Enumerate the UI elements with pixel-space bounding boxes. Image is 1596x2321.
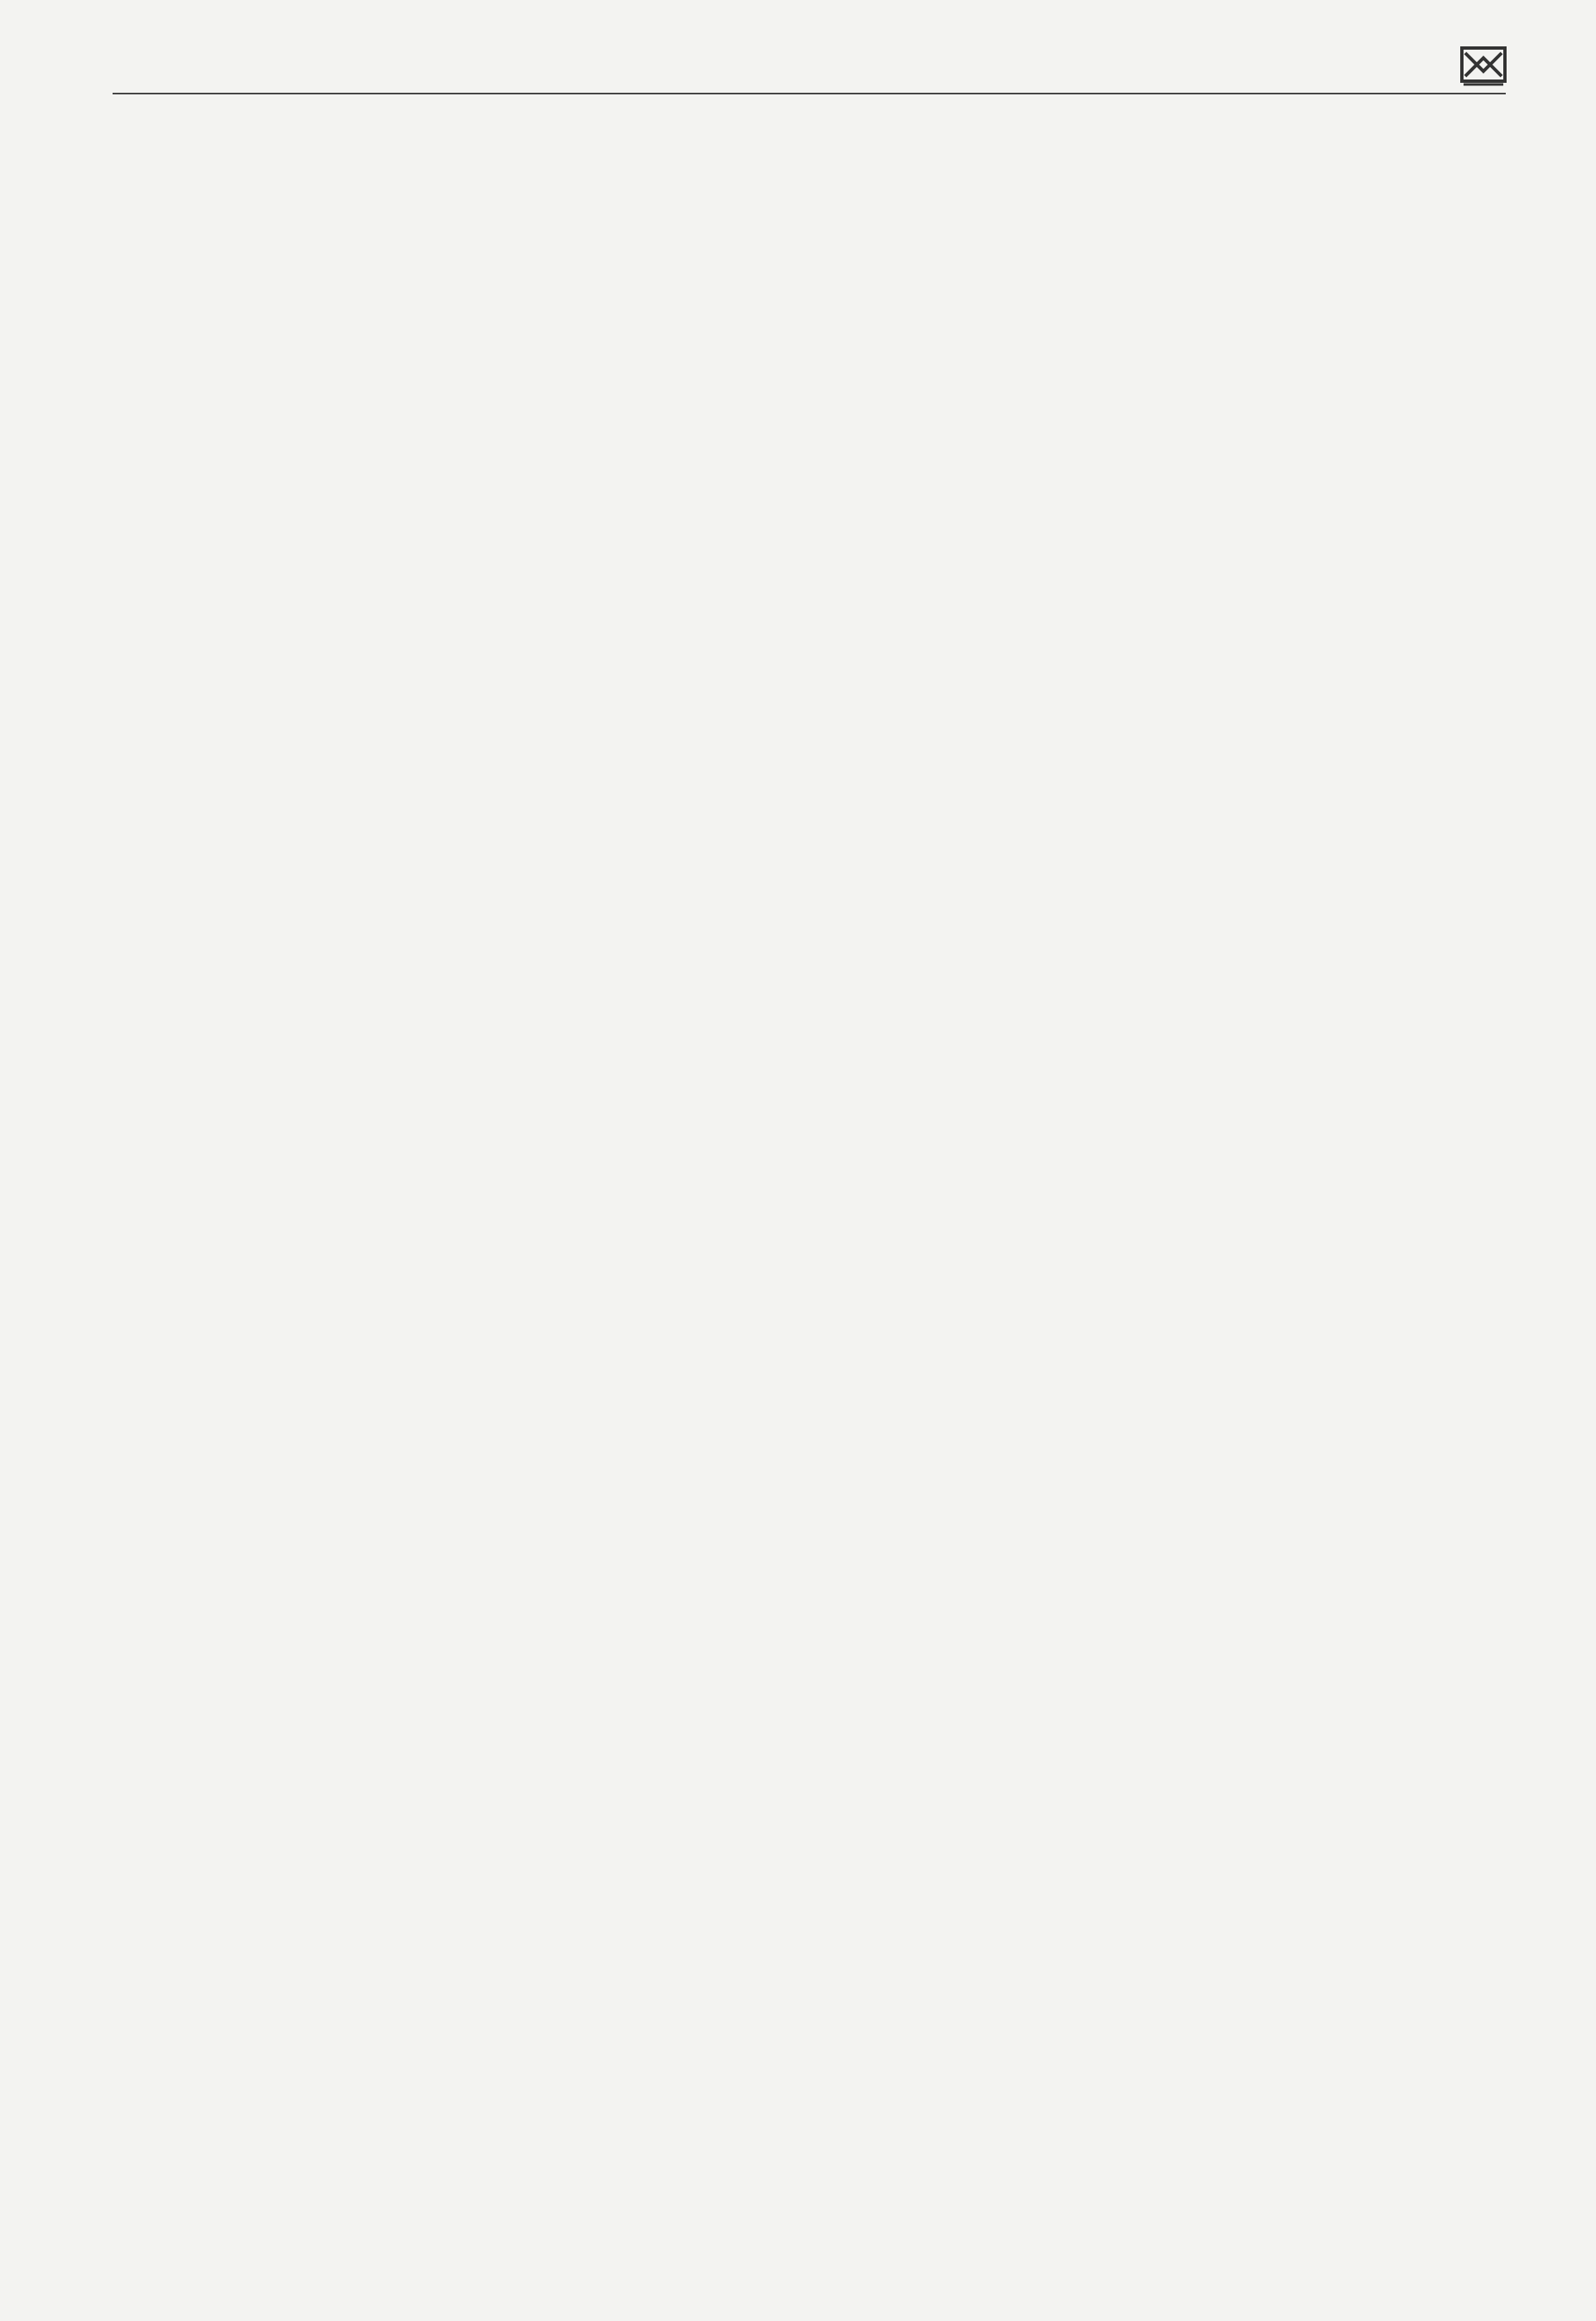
header-rule [113, 93, 1506, 94]
brand-block [1250, 43, 1507, 91]
brand-logo-icon [1460, 46, 1507, 89]
